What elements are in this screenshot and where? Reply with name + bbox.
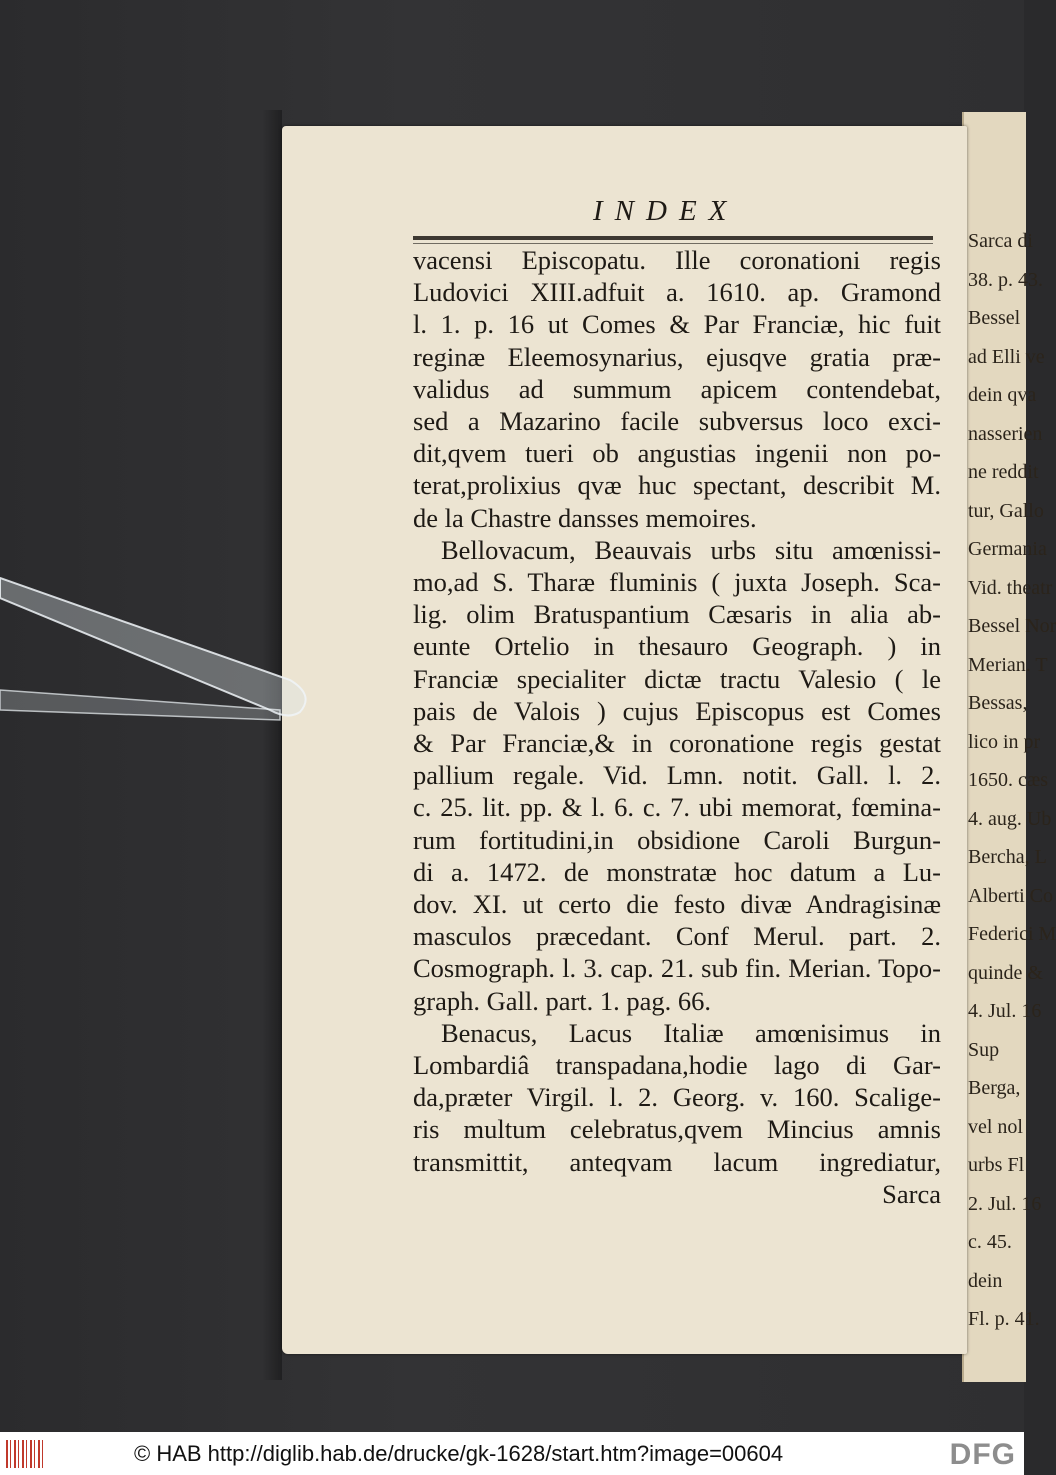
facing-page-fragment: Federici M [968, 923, 1056, 945]
facing-page-fragment: vel nol [968, 1115, 1023, 1138]
text-line: masculos præcedant. Conf Merul. part. 2. [413, 921, 941, 952]
facing-page-fragment: urbs Fl [968, 1154, 1025, 1176]
footer-bar [0, 1432, 1024, 1475]
text-line: transmittit, anteqvam lacum ingrediatur, [413, 1146, 941, 1177]
facing-page-fragment: 4. Jul. 16 [968, 1000, 1042, 1022]
text-line: c. 25. lit. pp. & l. 6. c. 7. ubi memorat, fœmina- [413, 792, 941, 823]
facing-page-fragment: Bercha, L [968, 846, 1047, 868]
running-head: INDEX [593, 195, 739, 227]
text-line: Franciæ specialiter dictæ tractu Valesio ( le [413, 663, 941, 694]
text-line: validus ad summum apicem contendebat, [413, 373, 941, 404]
text-line: Cosmograph. l. 3. cap. 21. sub fin. Merian. Topo- [413, 953, 941, 984]
facing-page-fragment: tur, Gallo [968, 499, 1044, 522]
facing-page-fragment: 38. p. 43. [968, 268, 1043, 291]
text-line: terat,prolixius qvæ huc spectant, describit M. [413, 470, 941, 501]
copyright-link[interactable]: © HAB http://diglib.hab.de/drucke/gk-1628/start.htm?image=00604 [134, 1441, 784, 1466]
facing-page-fragment: Sarca di [968, 230, 1033, 252]
facing-page-fragment: Bessel [968, 307, 1021, 329]
barcode-icon [6, 1440, 46, 1468]
text-line: graph. Gall. part. 1. pag. 66. [413, 985, 712, 1016]
text-line: pallium regale. Vid. Lmn. notit. Gall. l. 2. [413, 760, 941, 791]
text-line: ris multum celebratus,qvem Mincius amnis [413, 1114, 941, 1145]
facing-page-fragment: ad Elli ve [968, 345, 1045, 368]
facing-page-fragment: Vid. theatr [968, 576, 1053, 599]
facing-page-fragment: Germania [968, 538, 1047, 560]
facing-page-fragment: c. 45. [968, 1231, 1012, 1253]
text-line: sed a Mazarino facile subversus loco exci- [413, 406, 941, 437]
text-line: eunte Ortelio in thesauro Geograph. ) in [413, 631, 941, 662]
head-rule [413, 236, 933, 240]
facing-page-fragment: Alberti Co [968, 884, 1053, 907]
facing-page-fragment: ne reddit [968, 461, 1039, 483]
text-line: Benacus, Lacus Italiæ amœnisimus in [441, 1017, 941, 1048]
facing-page-fragment: 4. aug. Ub [968, 807, 1052, 830]
text-line: Sarca [882, 1178, 941, 1209]
text-line: reginæ Eleemosynarius, ejusqve gratia præ- [413, 341, 941, 372]
text-line: Lombardiâ transpadana,hodie lago di Gar- [413, 1050, 941, 1081]
facing-page-fragment: 1650. cæs [968, 769, 1048, 791]
text-line: rum fortitudini,in obsidione Caroli Burgun- [413, 824, 941, 855]
facing-page-fragment: Bessas, [968, 692, 1028, 714]
dfg-logo: DFG [949, 1438, 1016, 1471]
facing-page-fragment: quinde & [968, 961, 1043, 984]
facing-page-fragment: Berga, [968, 1077, 1021, 1099]
page-weight-pointer [0, 560, 320, 760]
text-line: vacensi Episcopatu. Ille coronationi regis [413, 245, 941, 275]
facing-page-fragment: dein [968, 1269, 1003, 1292]
text-line: Ludovici XIII.adfuit a. 1610. ap. Gramond [413, 277, 941, 308]
facing-page-edge [962, 112, 1056, 1382]
text-line: pais de Valois ) cujus Episcopus est Comes [413, 695, 941, 726]
text-line: lig. olim Bratuspantium Cæsaris in alia ab- [413, 599, 941, 630]
text-line: dit,qvem tueri ob angustias ingenii non po- [413, 438, 941, 469]
facing-page-fragment: Bessel Nor [968, 615, 1056, 637]
facing-page-fragment: Merian. T [968, 653, 1048, 676]
text-line: & Par Franciæ,& in coronatione regis gestat [413, 728, 941, 759]
text-line: de la Chastre dansses memoires. [413, 502, 757, 533]
facing-page-fragment: Fl. p. 41. [968, 1308, 1040, 1330]
text-line: dov. XI. ut certo die festo divæ Andragisinæ [413, 889, 941, 920]
facing-page-fragment: nasserien [968, 422, 1043, 445]
facing-page-fragment: lico in pr [968, 730, 1041, 753]
facing-page-fragment: dein qva [968, 384, 1037, 406]
facing-page-fragment: 2. Jul. 16 [968, 1192, 1042, 1215]
text-line: di a. 1472. de monstratæ hoc datum a Lu- [413, 856, 941, 887]
page-text [413, 244, 941, 1210]
text-line: l. 1. p. 16 ut Comes & Par Franciæ, hic fuit [413, 309, 941, 340]
text-line: da,præter Virgil. l. 2. Georg. v. 160. Scalige- [413, 1082, 941, 1113]
facing-page-fragment: Sup [968, 1038, 1000, 1061]
text-line: Bellovacum, Beauvais urbs situ amœnissi- [441, 534, 941, 565]
text-line: mo,ad S. Tharæ fluminis ( juxta Joseph. Sca- [413, 567, 941, 598]
